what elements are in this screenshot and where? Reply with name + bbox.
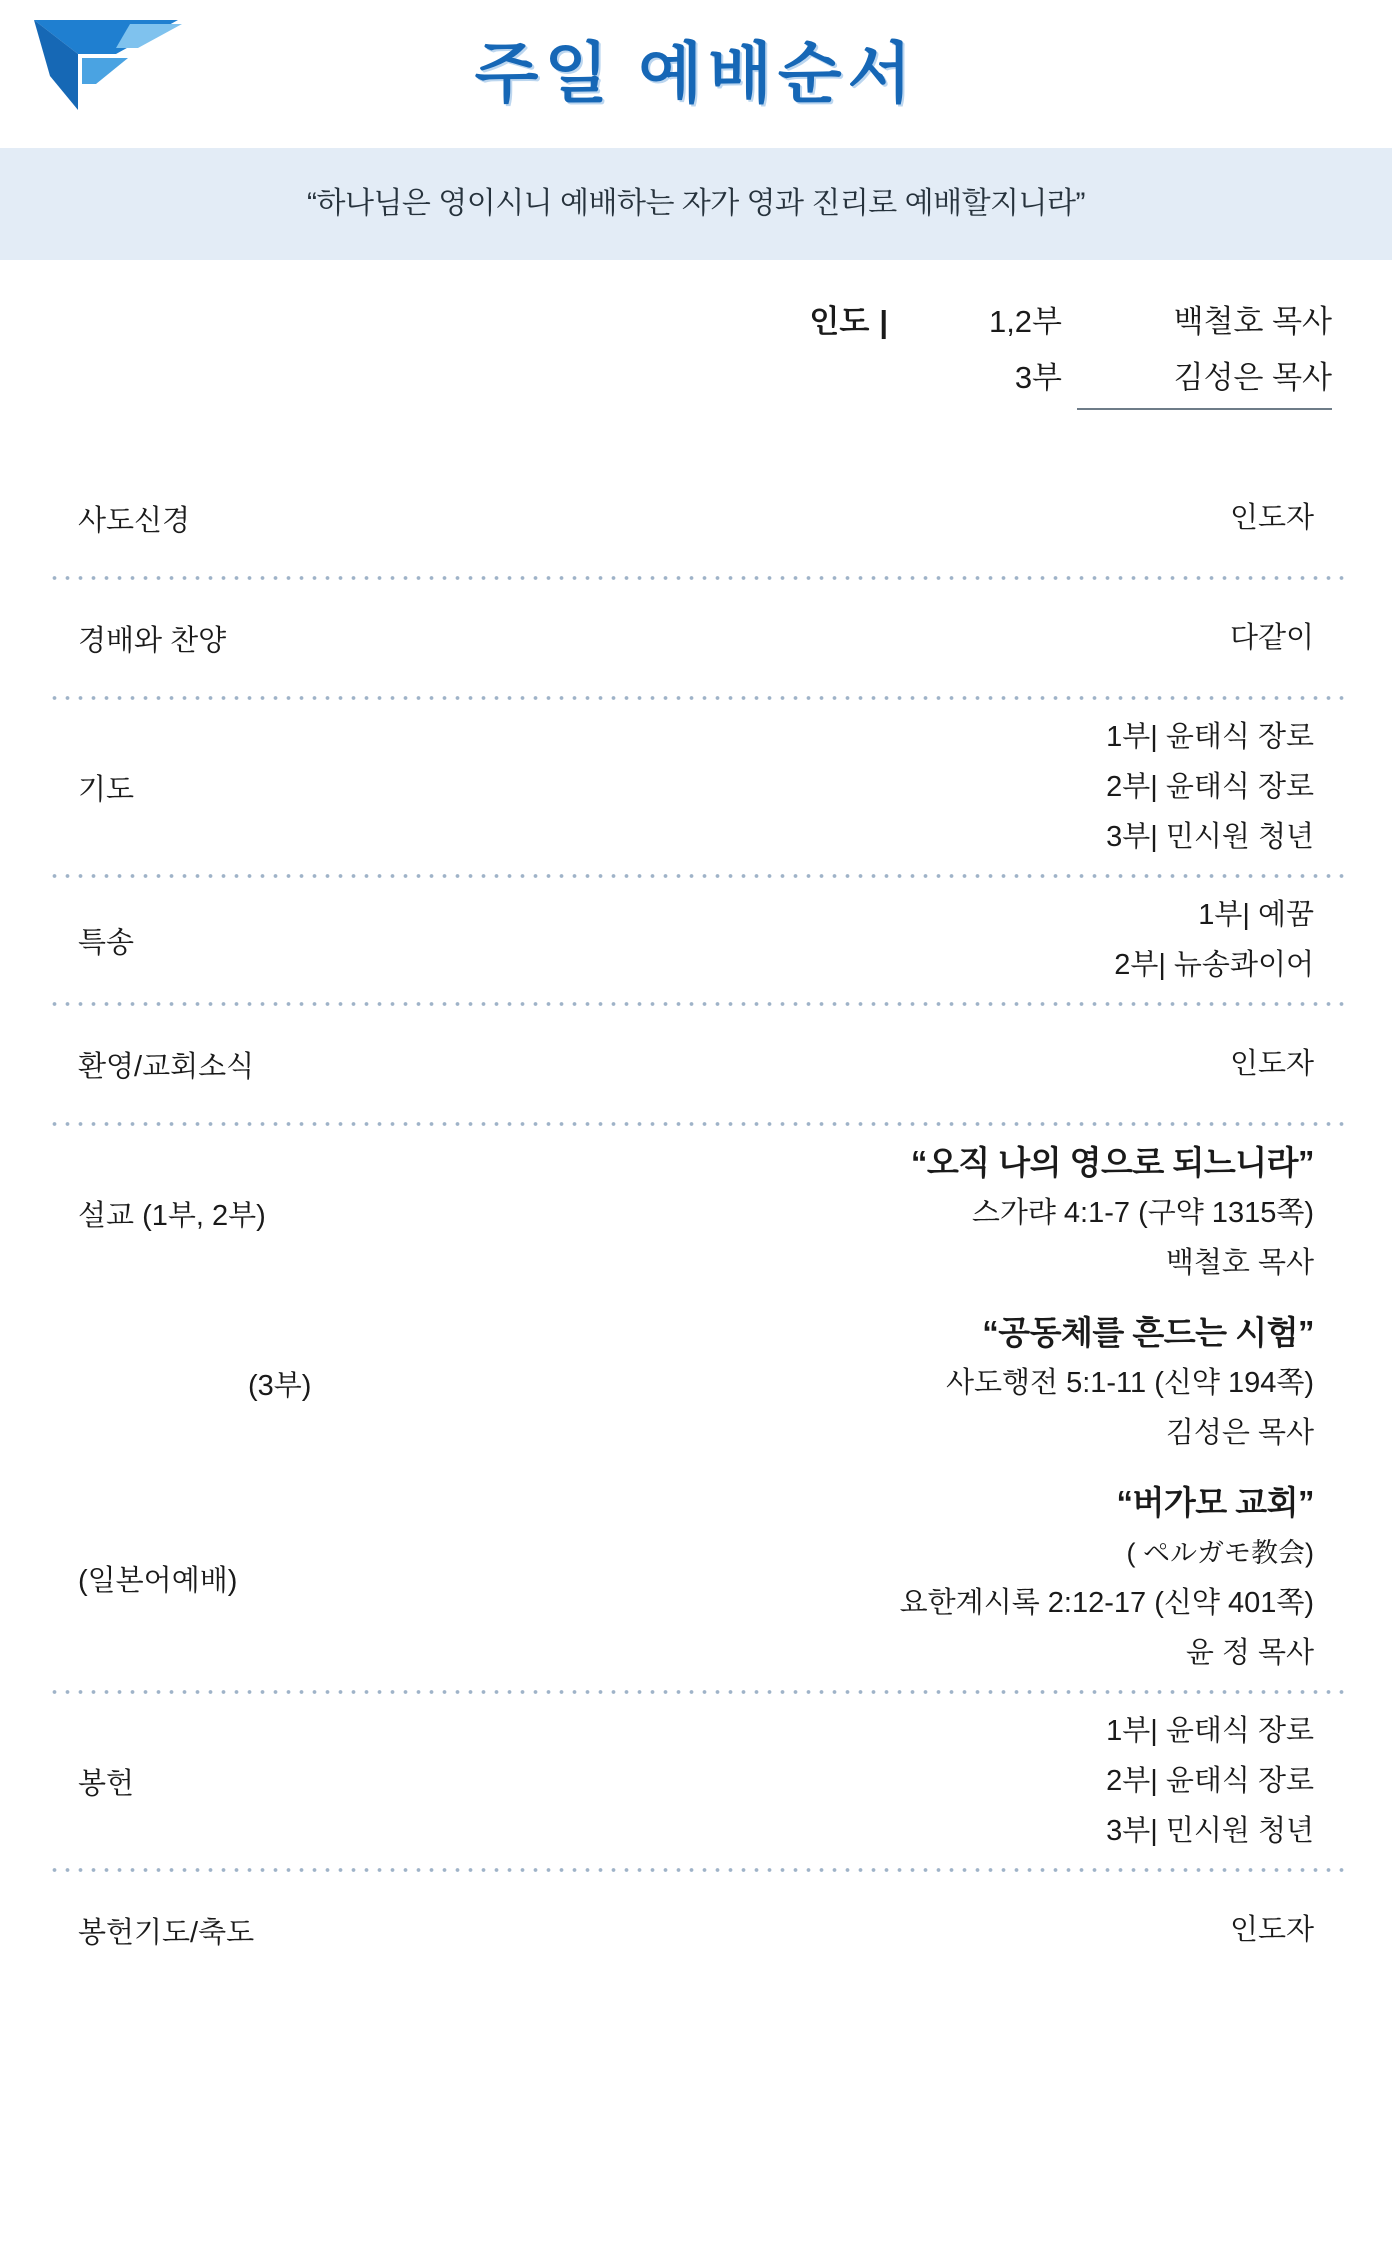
leader-label: 인도 <box>809 304 870 339</box>
order-detail-line: 스가랴 4:1-7 (구약 1315쪽) <box>971 1197 1314 1229</box>
order-detail-line: 백철호 목사 <box>1165 1247 1314 1279</box>
row-separator <box>48 1000 1344 1008</box>
order-row-welcome-news <box>48 1008 1344 1120</box>
order-row-sermon-japanese <box>48 1468 1344 1688</box>
order-item-detail <box>254 1905 1344 1955</box>
order-detail-line: 1부| 예꿈 <box>1198 899 1314 931</box>
order-detail-line: 2부| 윤태식 장로 <box>1106 771 1314 803</box>
order-detail-line: 김성은 목사 <box>1165 1417 1314 1449</box>
order-item-detail <box>190 493 1344 543</box>
order-row-prayer <box>48 702 1344 872</box>
order-item-detail <box>134 712 1344 862</box>
leader-row <box>809 294 1332 350</box>
row-separator <box>48 1120 1344 1128</box>
order-detail-line: 다같이 <box>1229 622 1314 654</box>
order-row-apostles-creed <box>48 462 1344 574</box>
order-detail-line: “공동체를 흔드는 시험” <box>982 1314 1314 1351</box>
order-item-label: 기도 <box>78 773 135 806</box>
order-detail-line: 인도자 <box>1229 1914 1314 1946</box>
order-detail-line: “버가모 교회” <box>1116 1484 1314 1521</box>
order-item-label: 특송 <box>78 926 135 959</box>
order-item-detail <box>254 1039 1344 1089</box>
order-detail-line: 2부| 윤태식 장로 <box>1106 1765 1314 1797</box>
order-detail-line: 윤 정 목사 <box>1185 1637 1314 1669</box>
order-detail-line: 인도자 <box>1229 502 1314 534</box>
order-item-detail <box>134 890 1344 990</box>
order-item-detail <box>311 1308 1344 1458</box>
leader-name: 김성은 목사 <box>1173 360 1332 395</box>
order-row-sermon-part12 <box>48 1128 1344 1298</box>
row-separator <box>48 872 1344 880</box>
leader-part: 3부 <box>1014 360 1062 395</box>
order-item-label: 설교 (1부, 2부) <box>78 1199 266 1232</box>
order-item-label: (3부) <box>248 1369 312 1402</box>
order-item-label: 경배와 찬양 <box>78 624 227 657</box>
leader-bar: | <box>879 304 888 339</box>
order-row-offering <box>48 1696 1344 1866</box>
order-detail-line: “오직 나의 영으로 되느니라” <box>910 1144 1314 1181</box>
order-detail-line: 요한계시록 2:12-17 (신약 401쪽) <box>899 1587 1314 1619</box>
leaders-block <box>0 294 1392 410</box>
order-detail-line: ( ペルガモ教会) <box>1126 1538 1314 1568</box>
verse-text: “하나님은 영이시니 예배하는 자가 영과 진리로 예배할지니라” <box>307 187 1085 220</box>
order-row-special-song <box>48 880 1344 1000</box>
order-item-detail <box>134 1706 1344 1856</box>
order-detail-line: 1부| 윤태식 장로 <box>1106 1715 1314 1747</box>
row-separator <box>48 1866 1344 1874</box>
order-item-detail <box>266 1138 1344 1288</box>
order-item-label: 봉헌 <box>78 1767 135 1800</box>
leader-name: 백철호 목사 <box>1173 304 1332 339</box>
order-detail-line: 3부| 민시원 청년 <box>1106 821 1314 853</box>
leader-underline <box>1077 408 1332 410</box>
page-title: 주일 예배순서 <box>474 36 918 110</box>
leader-row <box>878 350 1332 406</box>
order-detail-line: 3부| 민시원 청년 <box>1106 1815 1314 1847</box>
order-item-detail <box>226 613 1344 663</box>
order-detail-line: 사도행전 5:1-11 (신약 194쪽) <box>945 1367 1314 1399</box>
worship-order-list <box>0 462 1392 2046</box>
row-separator <box>48 694 1344 702</box>
order-detail-line: 2부| 뉴송콰이어 <box>1114 949 1314 981</box>
order-item-label: 사도신경 <box>78 504 191 537</box>
order-item-label: 환영/교회소식 <box>78 1050 255 1083</box>
page-header <box>0 0 1392 148</box>
order-detail-line: 1부| 윤태식 장로 <box>1106 721 1314 753</box>
order-item-detail <box>237 1478 1344 1678</box>
verse-band <box>0 148 1392 260</box>
row-separator <box>48 1688 1344 1696</box>
order-item-label: 봉헌기도/축도 <box>78 1916 255 1949</box>
row-separator <box>48 574 1344 582</box>
order-row-offering-prayer-benediction <box>48 1874 1344 1986</box>
order-detail-line: 인도자 <box>1229 1048 1314 1080</box>
order-row-sermon-part3 <box>48 1298 1344 1468</box>
leader-part: 1,2부 <box>988 304 1062 339</box>
order-row-worship-praise <box>48 582 1344 694</box>
order-item-label: (일본어예배) <box>78 1564 238 1597</box>
